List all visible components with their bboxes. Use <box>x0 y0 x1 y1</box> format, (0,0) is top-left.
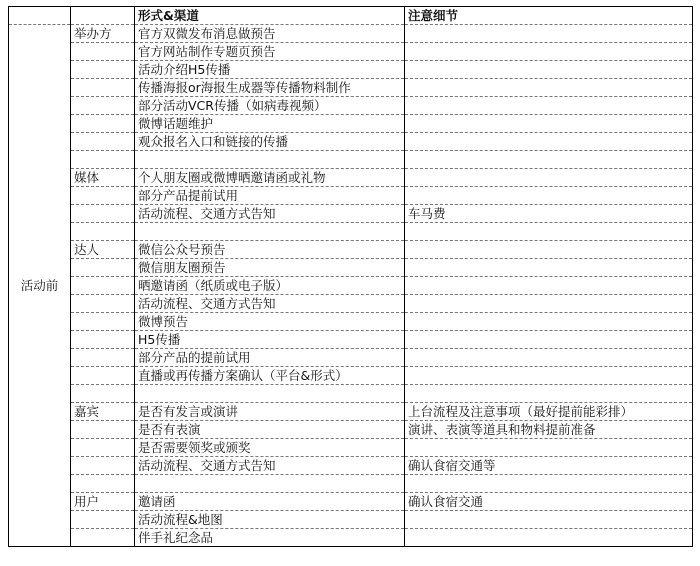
channel-cell[interactable]: 传播海报or海报生成器等传播物料制作 <box>135 79 405 97</box>
channel-cell[interactable] <box>135 151 405 169</box>
note-cell[interactable] <box>405 168 693 186</box>
channel-cell[interactable] <box>135 384 405 402</box>
channel-cell[interactable]: 部分产品提前试用 <box>135 186 405 204</box>
group-blank-cell[interactable] <box>71 43 135 61</box>
channel-cell[interactable]: 微信公众号预告 <box>135 240 405 258</box>
note-cell[interactable] <box>405 43 693 61</box>
table-row <box>9 258 693 276</box>
group-blank-cell[interactable] <box>71 133 135 151</box>
note-cell[interactable] <box>405 151 693 169</box>
channel-cell[interactable] <box>135 222 405 240</box>
note-cell[interactable]: 确认食宿交通等 <box>405 456 693 474</box>
table-row <box>9 420 693 438</box>
group-blank-cell[interactable] <box>71 97 135 115</box>
group-blank-cell[interactable] <box>71 258 135 276</box>
table-row <box>9 222 693 240</box>
channel-cell[interactable]: 官方网站制作专题页预告 <box>135 43 405 61</box>
header-blank-stage[interactable] <box>9 7 71 25</box>
channel-cell[interactable]: H5传播 <box>135 330 405 348</box>
note-cell[interactable] <box>405 61 693 79</box>
channel-cell[interactable] <box>135 474 405 492</box>
channel-cell[interactable]: 活动介绍H5传播 <box>135 61 405 79</box>
note-cell[interactable] <box>405 222 693 240</box>
table-row <box>9 384 693 402</box>
table-row <box>9 97 693 115</box>
note-cell[interactable] <box>405 528 693 546</box>
channel-cell[interactable]: 活动流程、交通方式告知 <box>135 294 405 312</box>
group-blank-cell[interactable] <box>71 115 135 133</box>
group-blank-cell[interactable] <box>71 61 135 79</box>
table-row <box>9 240 693 258</box>
note-cell[interactable] <box>405 330 693 348</box>
group-label-cell[interactable]: 达人 <box>71 240 135 258</box>
table-row <box>9 366 693 384</box>
note-cell[interactable] <box>405 276 693 294</box>
group-blank-cell[interactable] <box>71 348 135 366</box>
channel-cell[interactable]: 活动流程、交通方式告知 <box>135 204 405 222</box>
note-cell[interactable] <box>405 366 693 384</box>
table-row <box>9 294 693 312</box>
note-cell[interactable] <box>405 312 693 330</box>
header-channel[interactable]: 形式&渠道 <box>135 7 405 25</box>
channel-cell[interactable]: 直播或再传播方案确认（平台&形式） <box>135 366 405 384</box>
table-row <box>9 168 693 186</box>
note-cell[interactable]: 确认食宿交通 <box>405 492 693 510</box>
table-row <box>9 330 693 348</box>
table-row <box>9 276 693 294</box>
table-row <box>9 25 693 43</box>
header-notes[interactable]: 注意细节 <box>405 7 693 25</box>
group-blank-cell[interactable] <box>71 330 135 348</box>
note-cell[interactable]: 上台流程及注意事项（最好提前能彩排） <box>405 402 693 420</box>
note-cell[interactable] <box>405 384 693 402</box>
table-row <box>9 348 693 366</box>
channel-cell[interactable]: 部分产品的提前试用 <box>135 348 405 366</box>
group-blank-cell[interactable] <box>71 186 135 204</box>
header-blank-group[interactable] <box>71 7 135 25</box>
table-row <box>9 528 693 546</box>
group-blank-cell[interactable] <box>71 312 135 330</box>
table-row <box>9 438 693 456</box>
channel-cell[interactable]: 活动流程、交通方式告知 <box>135 456 405 474</box>
table-row <box>9 474 693 492</box>
note-cell[interactable] <box>405 240 693 258</box>
note-cell[interactable] <box>405 115 693 133</box>
note-cell[interactable] <box>405 348 693 366</box>
channel-cell[interactable]: 微博话题维护 <box>135 115 405 133</box>
table-row <box>9 186 693 204</box>
note-cell[interactable] <box>405 186 693 204</box>
channel-cell[interactable]: 是否需要领奖或颁奖 <box>135 438 405 456</box>
table-row <box>9 115 693 133</box>
channel-cell[interactable]: 部分活动VCR传播（如病毒视频） <box>135 97 405 115</box>
note-cell[interactable]: 演讲、表演等道具和物料提前准备 <box>405 420 693 438</box>
table-row <box>9 61 693 79</box>
group-blank-cell[interactable] <box>71 151 135 169</box>
note-cell[interactable] <box>405 79 693 97</box>
group-blank-cell[interactable] <box>71 474 135 492</box>
group-label-cell[interactable]: 用户 <box>71 492 135 510</box>
channel-cell[interactable]: 个人朋友圈或微博晒邀请函或礼物 <box>135 168 405 186</box>
table-row <box>9 312 693 330</box>
channel-cell[interactable]: 官方双微发布消息做预告 <box>135 25 405 43</box>
channel-cell[interactable]: 邀请函 <box>135 492 405 510</box>
channel-cell[interactable]: 是否有表演 <box>135 420 405 438</box>
note-cell[interactable] <box>405 474 693 492</box>
group-blank-cell[interactable] <box>71 204 135 222</box>
note-cell[interactable] <box>405 294 693 312</box>
table-row <box>9 510 693 528</box>
group-blank-cell[interactable] <box>71 276 135 294</box>
group-blank-cell[interactable] <box>71 438 135 456</box>
channel-cell[interactable]: 活动流程&地图 <box>135 510 405 528</box>
group-blank-cell[interactable] <box>71 366 135 384</box>
group-blank-cell[interactable] <box>71 528 135 546</box>
stage-cell[interactable]: 活动前 <box>9 25 71 547</box>
note-cell[interactable]: 车马费 <box>405 204 693 222</box>
group-label-cell[interactable]: 媒体 <box>71 168 135 186</box>
note-cell[interactable] <box>405 438 693 456</box>
table-row <box>9 133 693 151</box>
channel-cell[interactable]: 晒邀请函（纸质或电子版） <box>135 276 405 294</box>
table-row <box>9 79 693 97</box>
group-blank-cell[interactable] <box>71 294 135 312</box>
note-cell[interactable] <box>405 133 693 151</box>
header-row <box>9 7 693 25</box>
group-label-cell[interactable]: 嘉宾 <box>71 402 135 420</box>
group-blank-cell[interactable] <box>71 79 135 97</box>
group-blank-cell[interactable] <box>71 510 135 528</box>
group-blank-cell[interactable] <box>71 420 135 438</box>
event-plan-table <box>8 6 693 547</box>
channel-cell[interactable]: 是否有发言或演讲 <box>135 402 405 420</box>
table-row <box>9 43 693 61</box>
table-row <box>9 492 693 510</box>
group-blank-cell[interactable] <box>71 384 135 402</box>
channel-cell[interactable]: 微信朋友圈预告 <box>135 258 405 276</box>
channel-cell[interactable]: 伴手礼纪念品 <box>135 528 405 546</box>
channel-cell[interactable]: 观众报名入口和链接的传播 <box>135 133 405 151</box>
table-row <box>9 456 693 474</box>
note-cell[interactable] <box>405 510 693 528</box>
note-cell[interactable] <box>405 97 693 115</box>
group-blank-cell[interactable] <box>71 222 135 240</box>
table-row <box>9 402 693 420</box>
group-blank-cell[interactable] <box>71 456 135 474</box>
note-cell[interactable] <box>405 258 693 276</box>
group-label-cell[interactable]: 举办方 <box>71 25 135 43</box>
table-row <box>9 204 693 222</box>
note-cell[interactable] <box>405 25 693 43</box>
table-row <box>9 151 693 169</box>
channel-cell[interactable]: 微博预告 <box>135 312 405 330</box>
